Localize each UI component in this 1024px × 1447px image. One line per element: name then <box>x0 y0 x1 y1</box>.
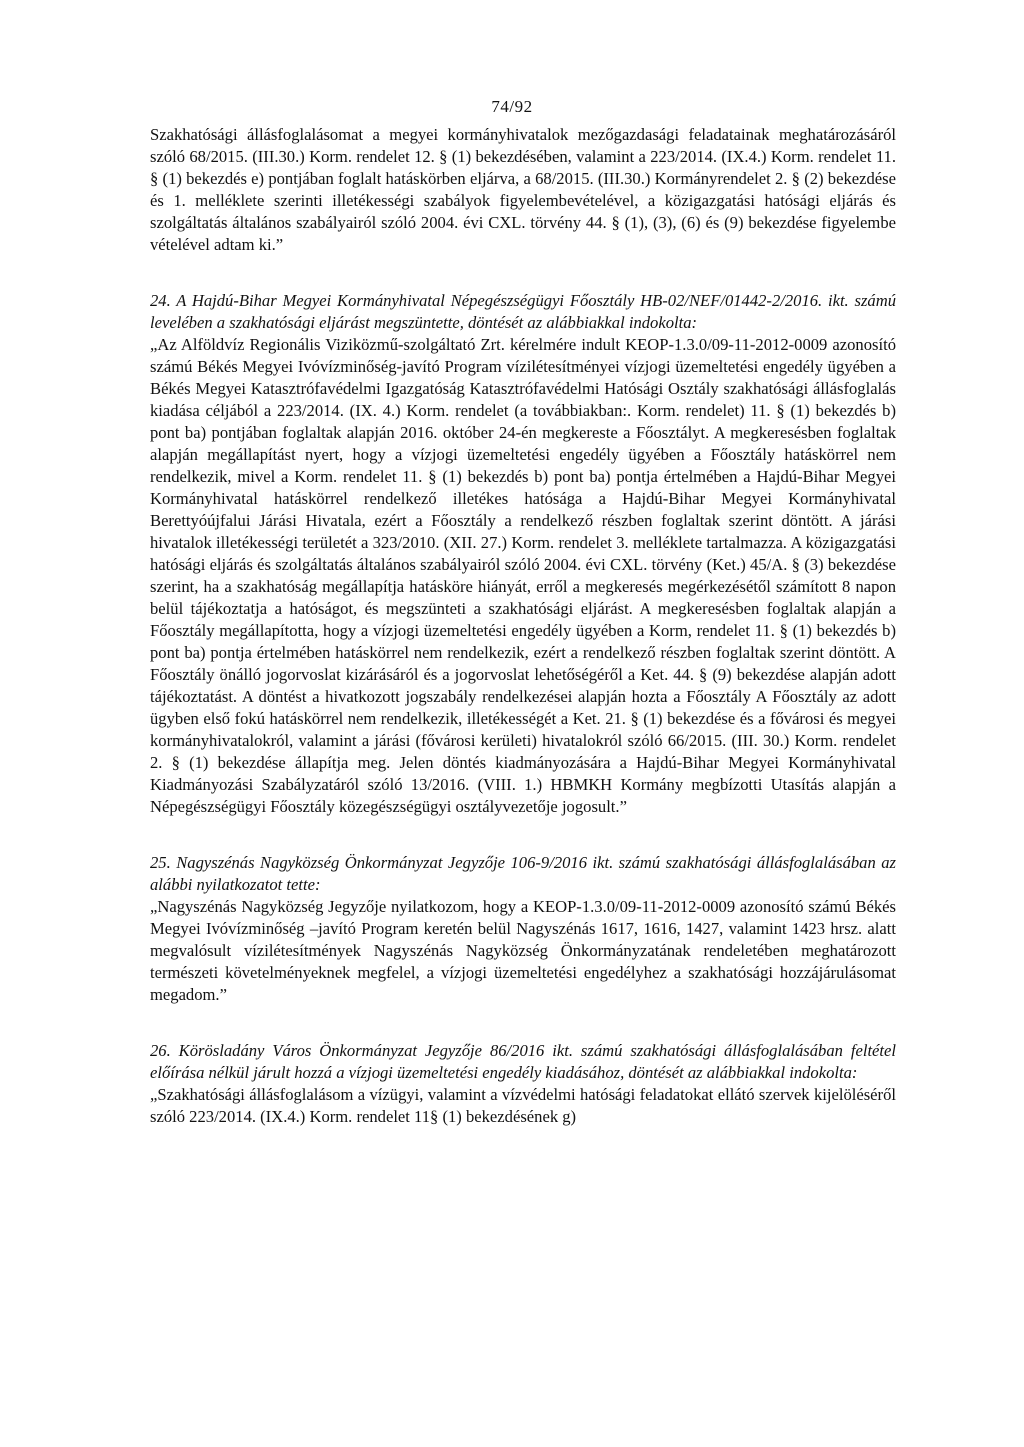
paragraph-heading: 26. Körösladány Város Önkormányzat Jegyzője 86/2016 ikt. számú szakhatósági állásfoglalásában feltétel előírása nélkül járult hozzá a vízjogi üzemeltetési engedély kiadásához, döntését az alábbiakkal indokolta: <box>150 1041 896 1082</box>
paragraph-heading: 25. Nagyszénás Nagyközség Önkormányzat Jegyzője 106-9/2016 ikt. számú szakhatósági állásfoglalásában az alábbi nyilatkozatot tette: <box>150 853 896 894</box>
document-content <box>150 124 896 1162</box>
paragraph-block-26 <box>150 1040 896 1128</box>
paragraph-body: „Szakhatósági állásfoglalásom a vízügyi, valamint a vízvédelmi hatósági feladatokat ellátó szervek kijelöléséről szóló 223/2014. (IX.4.) Korm. rendelet 11§ (1) bekezdésének g) <box>150 1085 896 1126</box>
page-number: 74/92 <box>491 97 533 116</box>
paragraph-body: „Az Alföldvíz Regionális Viziközmű-szolgáltató Zrt. kérelmére indult KEOP-1.3.0/09-11-2012-0009 azonosító számú Békés Megyei Ivóvízminőség-javító Program vízilétesítményei vízjogi üzemeltetési engedély ügyében a Békés Megyei Katasztrófavédelmi Igazgatóság Katasztrófavédelmi Hatósági Osztály szakhatósági állásfoglalás kiadása céljából a 223/2014. (IX. 4.) Korm. rendelet (a továbbiakban:. Korm. rendelet) 11. § (1) bekezdés b) pont ba) pontjában foglaltak alapján 2016. október 24-én megkereste a Főosztályt. A megkeresésben foglaltak alapján megállapítást nyert, hogy a vízjogi üzemeltetési engedély ügyében a Főosztály hatáskörrel nem rendelkezik, mivel a Korm. rendelet 11. § (1) bekezdés b) pont ba) pontja értelmében a Hajdú-Bihar Megyei Kormányhivatal hatáskörrel rendelkező illetékes hatósága a Hajdú-Bihar Megyei Kormányhivatal Berettyóújfalui Járási Hivatala, ezért a Főosztály a rendelkező részben foglaltak szerint döntött. A járási hivatalok illetékességi területét a 323/2010. (XII. 27.) Korm. rendelet 3. melléklete tartalmazza. A közigazgatási hatósági eljárás és szolgáltatás általános szabályairól szóló 2004. évi CXL. törvény (Ket.) 45/A. § (3) bekezdése szerint, ha a szakhatóság megállapítja hatásköre hiányát, erről a megkeresés megérkezésétől számított 8 napon belül tájékoztatja a hatóságot, és megszünteti a szakhatósági eljárást. A megkeresésben foglaltak alapján a Főosztály megállapította, hogy a vízjogi üzemeltetési engedély ügyében a Korm, rendelet 11. § (1) bekezdés b) pont ba) pontja értelmében hatáskörrel nem rendelkezik, ezért a rendelkező részben foglaltak szerint döntött. A Főosztály önálló jogorvoslat kizárásáról és a jogorvoslat lehetőségéről a Ket. 44. § (9) bekezdése alapján adott tájékoztatást. A döntést a hivatkozott jogszabály rendelkezései alapján hozta a Főosztály A Főosztály az adott ügyben első fokú hatáskörrel nem rendelkezik, illetékességét a Ket. 21. § (1) bekezdése és a fővárosi és megyei kormányhivatalokról, valamint a járási (fővárosi kerületi) hivatalokról szóló 66/2015. (III. 30.) Korm. rendelet 2. § (1) bekezdése állapítja meg. Jelen döntés kiadmányozására a Hajdú-Bihar Megyei Kormányhivatal Kiadmányozási Szabályzatáról szóló 13/2016. (VIII. 1.) HBMKH Kormány megbízotti Utasítás alapján a Népegészségügyi Főosztály közegészségügyi osztályvezetője jogosult.” <box>150 335 896 816</box>
paragraph-block-continuation <box>150 124 896 256</box>
paragraph-block-24 <box>150 290 896 818</box>
paragraph-body: Szakhatósági állásfoglalásomat a megyei kormányhivatalok mezőgazdasági feladatainak meghatározásáról szóló 68/2015. (III.30.) Korm. rendelet 12. § (1) bekezdésében, valamint a 223/2014. (IX.4.) Korm. rendelet 11. § (1) bekezdés e) pontjában foglalt hatáskörben eljárva, a 68/2015. (III.30.) Kormányrendelet 2. § (2) bekezdése és 1. melléklete szerinti illetékességi szabályok figyelembevételével, a közigazgatási hatósági eljárás és szolgáltatás általános szabályairól szóló 2004. évi CXL. törvény 44. § (1), (3), (6) és (9) bekezdése figyelembe vételével adtam ki.” <box>150 125 896 254</box>
paragraph-body: „Nagyszénás Nagyközség Jegyzője nyilatkozom, hogy a KEOP-1.3.0/09-11-2012-0009 azonosító számú Békés Megyei Ivóvízminőség –javító Program keretén belül Nagyszénás 1617, 1616, 1427, valamint 1423 hrsz. alatt megvalósult vízilétesítmények Nagyszénás Nagyközség Önkormányzatának rendeletében meghatározott természeti követelményeknek megfelel, a vízjogi üzemeltetési engedélyhez a szakhatósági hozzájárulásomat megadom.” <box>150 897 896 1004</box>
paragraph-heading: 24. A Hajdú-Bihar Megyei Kormányhivatal Népegészségügyi Főosztály HB-02/NEF/01442-2/2016. ikt. számú levelében a szakhatósági eljárást megszüntette, döntését az alábbiakkal indokolta: <box>150 291 896 332</box>
paragraph-block-25 <box>150 852 896 1006</box>
